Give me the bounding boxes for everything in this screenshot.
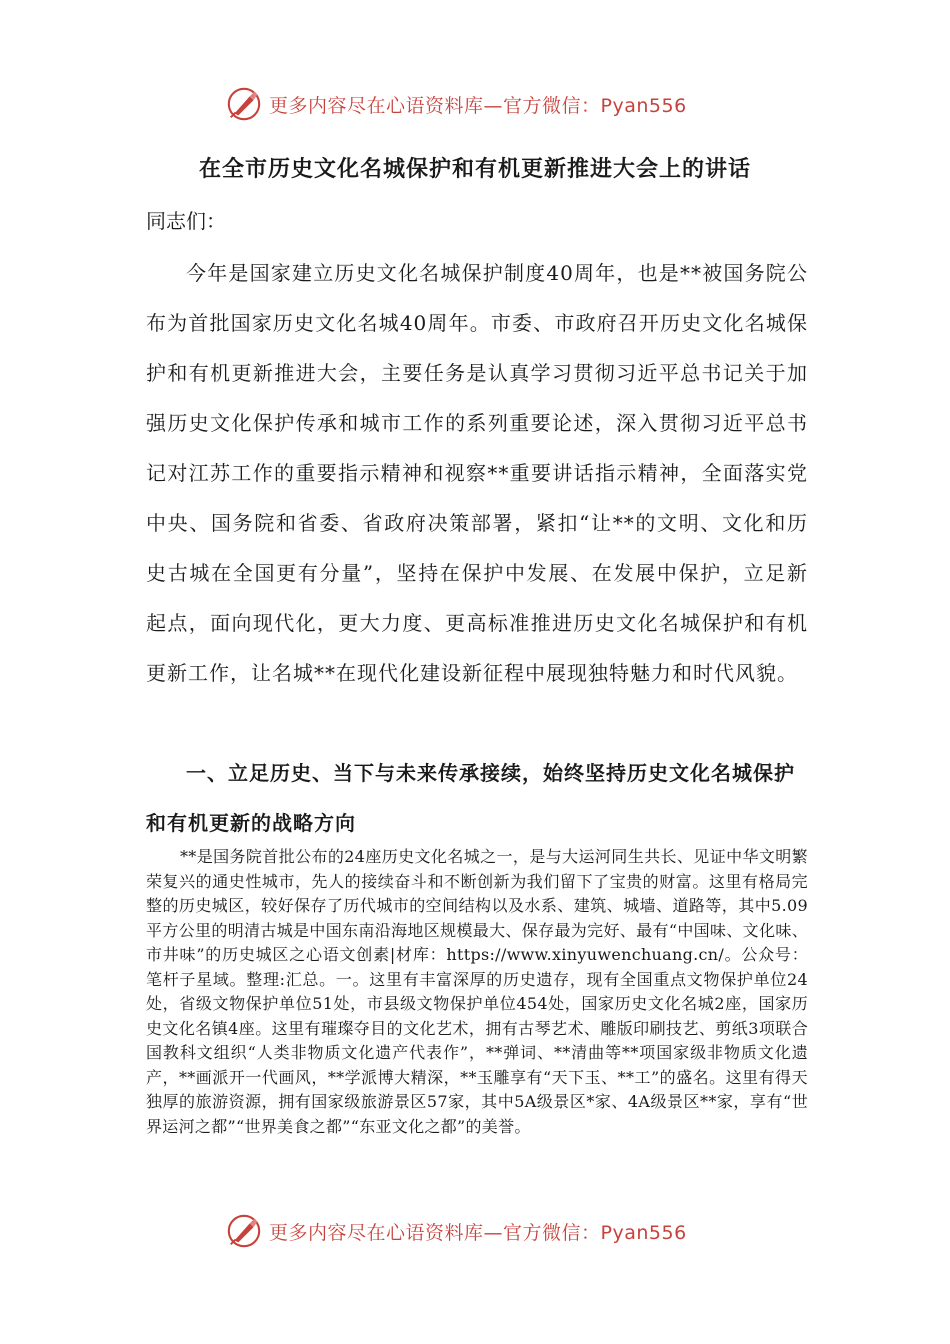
pen-logo-icon (225, 85, 263, 123)
paragraph-1: 今年是国家建立历史文化名城保护制度40周年，也是**被国务院公布为首批国家历史文化名城40周年。市委、市政府召开历史文化名城保护和有机更新推进大会，主要任务是认真学习贯彻习近平总书记关于加强历史文化保护传承和城市工作的系列重要论述，深入贯彻习近平总书记对江苏工作的重要指示精神和视察**重要讲话指示精神，全面落实党中央、国务院和省委、省政府决策部署，紧扣“让**的文明、文化和历史古城在全国更有分量”，坚持在保护中发展、在发展中保护，立足新起点，面向现代化，更大力度、更高标准推进历史文化名城保护和有机更新工作，让名城**在现代化建设新征程中展现独特魅力和时代风貌。 (146, 261, 808, 685)
section-heading-1: 一、立足历史、当下与未来传承接续，始终坚持历史文化名城保护和有机更新的战略方向 (146, 761, 795, 835)
banner-account: Pyan556 (600, 1221, 687, 1244)
paragraph-2: **是国务院首批公布的24座历史文化名城之一，是与大运河同生共长、见证中华文明繁荣复兴的通史性城市，先人的接续奋斗和不断创新为我们留下了宝贵的财富。这里有格局完整的历史城区，较好保存了历代城市的空间结构以及水系、建筑、城墙、道路等，其中5.09平方公里的明清古城是中国东南沿海地区规模最大、保存最为完好、最有“中国味、文化味、市井味”的历史城区之心语文创素|材库：https://www.xinyuwenchuang.cn/。公众号：笔杆子星域。整理:汇总。一。这里有丰富深厚的历史遗存，现有全国重点文物保护单位24处，省级文物保护单位51处，市县级文物保护单位454处，国家历史文化名城2座，国家历史文化名镇4座。这里有璀璨夺目的文化艺术，拥有古琴艺术、雕版印刷技艺、剪纸3项联合国教科文组织“人类非物质文化遗产代表作”，**弹词、**清曲等**项国家级非物质文化遗产，**画派开一代画风，**学派博大精深，**玉雕享有“天下玉、**工”的盛名。这里有得天独厚的旅游资源，拥有国家级旅游景区57家，其中5A级景区*家、4A级景区**家，享有“世界运河之都”“世界美食之都”“东亚文化之都”的美誉。 (146, 847, 808, 1136)
pen-logo-icon (225, 1212, 263, 1250)
document-title: 在全市历史文化名城保护和有机更新推进大会上的讲话 (198, 156, 751, 182)
header-watermark-banner (225, 84, 687, 124)
banner-label: 官方微信： (503, 94, 601, 117)
banner-label: 官方微信： (503, 1221, 601, 1244)
footer-watermark-banner (225, 1211, 687, 1251)
banner-text: 更多内容尽在心语资料库 (269, 1221, 484, 1244)
greeting: 同志们： (146, 209, 226, 233)
banner-separator: — (483, 94, 504, 117)
banner-account: Pyan556 (600, 94, 687, 117)
banner-text: 更多内容尽在心语资料库 (269, 94, 484, 117)
banner-separator: — (483, 1221, 504, 1244)
